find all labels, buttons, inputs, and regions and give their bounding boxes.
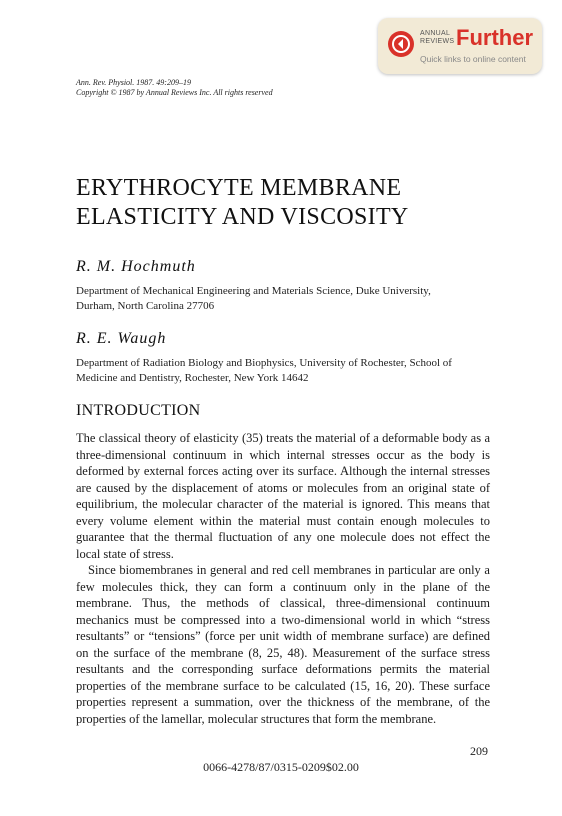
citation-copyright: Copyright © 1987 by Annual Reviews Inc. All rights reserved: [76, 88, 273, 97]
author-1-affiliation: [76, 284, 490, 314]
page-number: 209: [470, 744, 488, 758]
brand-line-1: ANNUAL: [420, 30, 451, 37]
citation: [76, 78, 273, 98]
paragraph: The classical theory of elasticity (35) treats the material of a deformable body as a three-dimensional continuum in which internal stresses occur as the body is deformed by external forces acting over its surface. Although the internal stresses are caused by the displacement of atoms or molecules from an original state of equilibrium, the molecular character of the material is ignored. This means that every volume element within the material must contain enough molecules to guarantee that the thermal fluctuation of any one molecule does not effect the local state of stress.: [76, 431, 490, 561]
footer-code: 0066-4278/87/0315-0209$02.00: [203, 760, 359, 774]
annual-reviews-brand: [420, 30, 454, 46]
affiliation-line: Medicine and Dentistry, Rochester, New York 14642: [76, 372, 309, 384]
brand-line-2: REVIEWS: [420, 38, 455, 45]
further-logo-word: Further: [456, 25, 533, 50]
further-banner[interactable]: [378, 18, 542, 74]
author-1-name: R. M. Hochmuth: [76, 258, 196, 275]
affiliation-line: Department of Radiation Biology and Biophysics, University of Rochester, School of: [76, 357, 452, 369]
affiliation-line: Durham, North Carolina 27706: [76, 300, 215, 312]
section-heading: INTRODUCTION: [76, 402, 201, 419]
title-line-1: ERYTHROCYTE MEMBRANE: [76, 175, 402, 201]
paragraph: Since biomembranes in general and red cell membranes in particular are only a few molecules thick, they can form a continuum only in the plane of the membrane. Thus, the methods of classical, three-dimensional continuum mechanics must be compressed into a two-dimensional world in which “stress resultants” or “tensions” (force per unit width of membrane surface) are defined on the surface of the membrane (8, 25, 48). Measurement of the surface stress resultants and the corresponding surface deformations permits the material properties of the membrane surface to be calculated (15, 16, 20). These surface properties represent a summation, over the thickness of the membrane, of the properties of the lamellar, molecular structures that form the membrane.: [76, 563, 490, 726]
play-arrow-icon[interactable]: [388, 31, 414, 57]
banner-subtitle: Quick links to online content: [420, 54, 526, 64]
citation-journal: Ann. Rev. Physiol. 1987. 49:209–19: [76, 78, 191, 87]
article-body: [76, 430, 490, 727]
author-2-name: R. E. Waugh: [76, 330, 167, 347]
title-line-2: ELASTICITY AND VISCOSITY: [76, 204, 409, 230]
article-title: [76, 174, 409, 232]
author-2-affiliation: [76, 356, 490, 386]
affiliation-line: Department of Mechanical Engineering and Materials Science, Duke University,: [76, 285, 431, 297]
